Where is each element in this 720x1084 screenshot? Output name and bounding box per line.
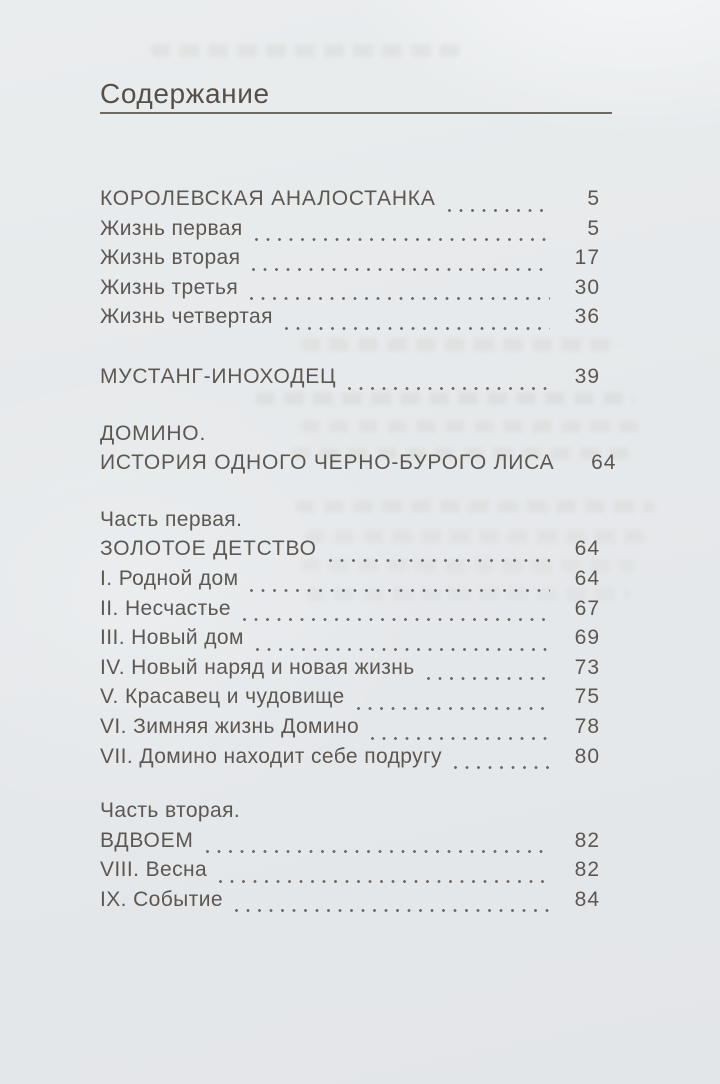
- toc-entry-page: 64: [591, 451, 617, 475]
- toc-row: [100, 509, 612, 539]
- dot-leader: [348, 387, 550, 390]
- toc-row: [100, 538, 612, 568]
- dot-leader: [454, 766, 550, 769]
- toc-row: [100, 277, 612, 307]
- toc-entry-label: II. Несчастье: [100, 596, 232, 620]
- toc-entry-page: 82: [574, 858, 600, 882]
- toc-entry-label: ИСТОРИЯ ОДНОГО ЧЕРНО-БУРОГО ЛИСА: [100, 451, 555, 475]
- toc-entry-label: Жизнь вторая: [100, 246, 241, 270]
- toc-entry-label: ВДВОЕМ: [100, 828, 194, 852]
- toc-row: [100, 746, 612, 776]
- toc-entry-label: I. Родной дом: [100, 566, 239, 590]
- toc-entry-label: Часть вторая.: [100, 799, 241, 823]
- table-of-contents: [100, 187, 617, 918]
- toc-row: [100, 451, 617, 482]
- dot-leader: [206, 850, 550, 853]
- toc-row: [100, 218, 612, 248]
- toc-entry-label: Часть первая.: [100, 507, 243, 531]
- toc-entry-label: V. Красавец и чудовище: [100, 685, 345, 709]
- toc-row: [100, 247, 612, 277]
- toc-row: [100, 830, 612, 860]
- toc-entry-page: 69: [574, 626, 600, 650]
- dot-leader: [252, 268, 550, 271]
- toc-entry-page: 73: [574, 655, 600, 679]
- toc-row: [100, 188, 612, 218]
- toc-row: [100, 686, 612, 716]
- toc-row: [100, 657, 612, 687]
- toc-row: [100, 366, 612, 396]
- dot-leader: [250, 297, 550, 300]
- toc-content: [100, 78, 617, 918]
- toc-entry-page: 78: [574, 714, 600, 738]
- dot-leader: [371, 737, 550, 740]
- toc-entry-label: ЗОЛОТОЕ ДЕТСТВО: [100, 537, 317, 561]
- dot-leader: [219, 880, 550, 883]
- toc-entry-page: 82: [574, 828, 600, 852]
- toc-entry-label: IV. Новый наряд и новая жизнь: [100, 655, 415, 679]
- dot-leader: [329, 559, 550, 562]
- toc-entry-label: IX. Событие: [100, 887, 223, 911]
- dot-leader: [235, 909, 550, 912]
- bleed-through: [150, 44, 460, 57]
- dot-leader: [243, 618, 550, 621]
- toc-entry-label: VIII. Весна: [100, 858, 208, 882]
- toc-entry-page: 39: [574, 364, 600, 388]
- toc-entry-page: 30: [574, 275, 600, 299]
- toc-row: [100, 306, 612, 336]
- toc-entry-page: 67: [574, 596, 600, 620]
- dot-leader: [448, 209, 550, 212]
- toc-entry-page: 64: [574, 566, 600, 590]
- toc-entry-label: Жизнь четвертая: [100, 305, 273, 329]
- toc-entry-page: 80: [574, 744, 600, 768]
- toc-entry-page: 5: [587, 216, 600, 240]
- toc-entry-page: 64: [574, 537, 600, 561]
- toc-row: [100, 627, 612, 657]
- toc-entry-label: МУСТАНГ-ИНОХОДЕЦ: [100, 364, 337, 388]
- toc-entry-label: Жизнь первая: [100, 216, 243, 240]
- toc-entry-label: Жизнь третья: [100, 275, 239, 299]
- dot-leader: [427, 677, 550, 680]
- toc-row: [100, 800, 612, 830]
- toc-row: [100, 568, 612, 598]
- toc-entry-label: III. Новый дом: [100, 626, 244, 650]
- toc-entry-label: КОРОЛЕВСКАЯ АНАЛОСТАНКА: [100, 187, 436, 210]
- dot-leader: [255, 238, 550, 241]
- toc-entry-page: 17: [574, 246, 600, 270]
- toc-entry-page: 5: [587, 187, 600, 210]
- toc-entry-label: VII. Домино находит себе подругу: [100, 744, 442, 768]
- dot-leader: [256, 648, 550, 651]
- toc-entry-page: 36: [574, 305, 600, 329]
- toc-row: [100, 598, 612, 628]
- toc-entry-page: 75: [574, 685, 600, 709]
- toc-entry-label: ДОМИНО.: [100, 421, 207, 445]
- toc-row: [100, 716, 612, 746]
- toc-entry-label: VI. Зимняя жизнь Домино: [100, 714, 360, 738]
- toc-row: [100, 859, 612, 889]
- toc-row: [100, 889, 612, 919]
- toc-entry-page: 84: [574, 887, 600, 911]
- toc-row: [100, 423, 612, 453]
- dot-leader: [285, 327, 550, 330]
- dot-leader: [357, 707, 550, 710]
- dot-leader: [250, 589, 550, 592]
- page-title: Содержание: [100, 80, 612, 114]
